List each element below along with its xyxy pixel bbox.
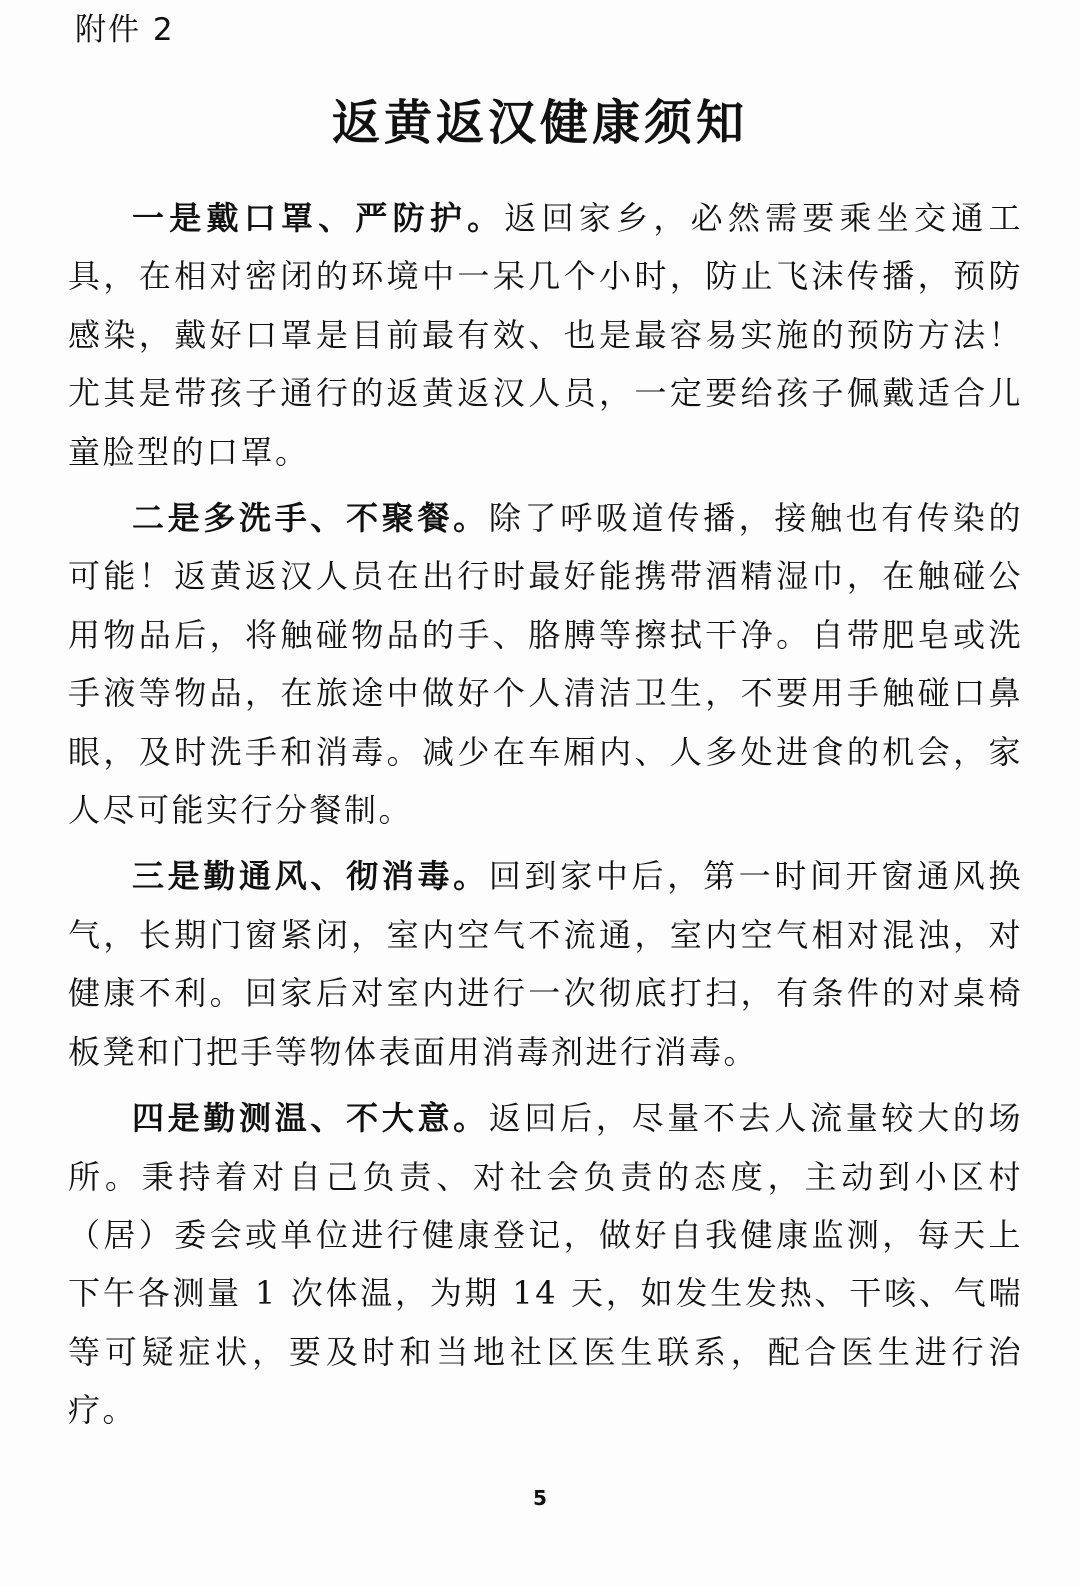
document-title: 返黄返汉健康须知 [331, 95, 748, 151]
paragraph-temperature [68, 1089, 1023, 1439]
paragraph-lead: 三是勤通风、彻消毒。 [132, 857, 489, 896]
document-body [68, 189, 1023, 1448]
paragraph-text: 返回后，尽量不去人流量较大的场所。秉持着对自己负责、对社会负责的态度，主动到小区村（居）委会或单位进行健康登记，做好自我健康监测，每天上下午各测量 1 次体温，为期 14 天，如发生发热、干咳、气喘等可疑症状，要及时和当地社区医生联系，配合医生进行治疗。 [68, 1099, 1023, 1430]
paragraph-text: 返回家乡，必然需要乘坐交通工具，在相对密闭的环境中一呆几个小时，防止飞沫传播，预防感染，戴好口罩是目前最有效、也是最容易实施的预防方法！尤其是带孩子通行的返黄返汉人员，一定要给孩子佩戴适合儿童脸型的口罩。 [68, 199, 1023, 471]
paragraph-text: 回到家中后，第一时间开窗通风换气，长期门窗紧闭，室内空气不流通，室内空气相对混浊，对健康不利。回家后对室内进行一次彻底打扫，有条件的对桌椅板凳和门把手等物体表面用消毒剂进行消毒。 [68, 857, 1023, 1071]
paragraph-ventilation [68, 847, 1023, 1081]
page-number: 5 [533, 1486, 547, 1510]
paragraph-text: 除了呼吸道传播，接触也有传染的可能！返黄返汉人员在出行时最好能携带酒精湿巾，在触碰公用物品后，将触碰物品的手、胳膊等擦拭干净。自带肥皂或洗手液等物品，在旅途中做好个人清洁卫生，不要用手触碰口鼻眼，及时洗手和消毒。减少在车厢内、人多处进食的机会，家人尽可能实行分餐制。 [68, 499, 1023, 830]
paragraph-lead: 四是勤测温、不大意。 [132, 1099, 489, 1138]
paragraph-lead: 二是多洗手、不聚餐。 [132, 499, 489, 538]
attachment-label: 附件 2 [75, 12, 175, 48]
paragraph-masks [68, 189, 1023, 481]
paragraph-lead: 一是戴口罩、严防护。 [132, 199, 505, 237]
paragraph-handwashing [68, 489, 1023, 839]
